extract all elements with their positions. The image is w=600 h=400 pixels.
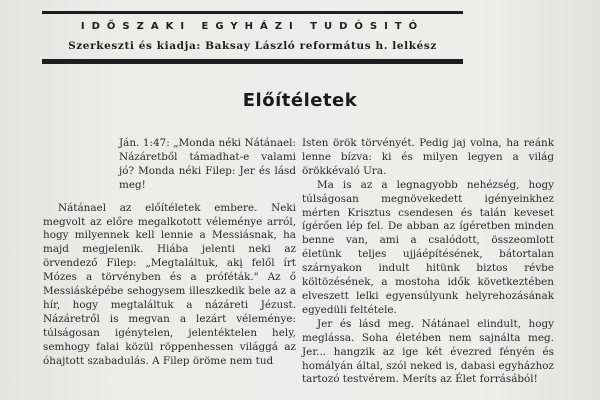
left-column [43, 137, 296, 369]
masthead-bottom-rule [42, 59, 463, 64]
masthead-subtitle: Szerkeszti és kiadja: Baksay László református h. lelkész [68, 40, 437, 52]
paragraph: Isten örök törvényét. Pedig jaj volna, ha reánk lenne bízva: ki és milyen legyen a világ örökkévaló Ura. [302, 137, 554, 177]
epigraph: Ján. 1:47: „Monda néki Nátánael: Názáretből támadhat-e valami jó? Monda néki Filep: Jer és lásd meg! [119, 137, 296, 191]
masthead-title: IDŐSZAKI EGYHÁZI TUDÓSITÓ [80, 21, 425, 32]
article-title: Előítéletek [242, 90, 358, 111]
paragraph: Jer és lásd meg. Nátánael elindult, hogy meglássa. Soha életében nem sajnálta meg. Jer... hangzik az ige két évezred fényén és homályán által, szól neked is, dabasi egyházhoz tartozó testvérem. Meríts az Élet forrásából! [302, 317, 554, 386]
masthead-top-rule [42, 11, 463, 14]
paragraph: Nátánael az előítéletek embere. Neki megvolt az előre megalkotott véleménye arról, hogy milyennek kell lennie a Messiásnak, ha majd megjelenik. Hiába jelenti neki az örvendező Filep: „Megtaláltuk, akį felől írt Mózes a törvényben és a próféták." Az ő Messiásképébe sehogysem illeszkedik bele az a hír, hogy megtaláltuk a názáreti Jézust. Názáretről is megvan a lezárt véleménye: túlságosan igénytelen, jelentéktelen hely, semhogy falai közül röppenhessen világgá az óhajtott szabadulás. A Filep öröme nem tud [43, 201, 296, 367]
paragraph: Ma is az a legnagyobb nehézség, hogy túlságosan megnövekedett igényeinkhez mérten Krisztus csendesen és talán keveset ígérően lép fel. De abban az ígéretben minden benne van, ami a csalódott, összeomlott életünk teljes ujjáépítésének, bátortalan szárnyakon indult hitünk biztos révbe költözésének, a mostoha idők következtében elveszett lelki egyensúlyunk helyrehozásának egyedüli feltétele. [302, 178, 554, 316]
right-column [302, 137, 554, 387]
